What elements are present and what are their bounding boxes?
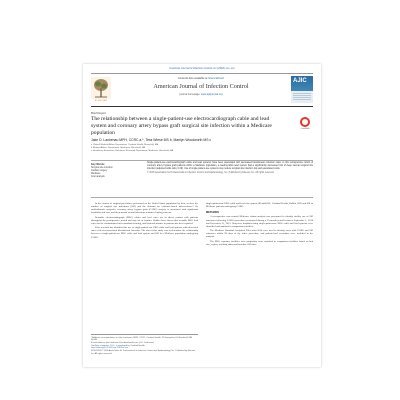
article-page [83, 64, 321, 367]
footnotes [91, 334, 198, 355]
cover-line [293, 93, 311, 94]
abstract-copyright: © 2018 Association for Professionals in Infection Control and Epidemiology, Inc. Published by Elsevier Inc. All rights reserved. [147, 171, 275, 174]
contents-line [115, 77, 287, 80]
body-column-right [206, 202, 313, 247]
affiliations [91, 144, 306, 153]
elsevier-tree-logo[interactable] [91, 77, 111, 99]
keyword: Cost analysis [91, 176, 105, 178]
crossmark-icon-inner [302, 119, 308, 125]
homepage-link[interactable]: www.ajicjournal.org [200, 93, 223, 96]
journal-citation[interactable]: American Journal of Infection Control xxx (2018) xxx–xxx [169, 67, 235, 70]
body-paragraph: A retrospective case-control Medicare claims analysis was performed to identify facility use of SSI outcomes following CABG procedures performed during a 15-month period between September 1, 2014 and December 31, 2015. Sixty-two hospitals using single-patient-use EKG cable and lead systems were identified and matched to comparison facilities. [206, 215, 313, 228]
article-type: Brief Report [91, 111, 106, 115]
keywords-heading: Key Words: [91, 163, 105, 166]
body-paragraph: In the context of surgical procedures performed on the United States population by then, as does the number of surgical site infections (SSI) and the demand for evidence-based interventions.1 Of cardiothoracic surgeries, coronary artery bypass graft (CABG) surgery is associated with significant morbidity and cost, and deep sternal wound infections remain a leading concern. [91, 202, 198, 215]
body-paragraph: The Medicare Standard Analytical Files from 2014 were used to identify cases with CABG and SSI outcomes within 90 days of the index procedure, and patient-level covariates were included in the analysis. [206, 229, 313, 239]
affiliation: a Clinical Medical Affairs Department, Cardinal Health, Mansfield, MA [91, 144, 159, 146]
body-paragraph: The EKG exposure facilities were propensity score matched to comparison facilities based on bed size, region, teaching status and baseline SSI rates. [206, 239, 313, 246]
author-list: Jake D. Lankenau MPH, CCRC a,*, Tess Wiese MS b, Marilyn Woodworth MS c [91, 138, 212, 142]
journal-masthead [91, 73, 313, 107]
sciencedirect-link[interactable]: ScienceDirect [208, 77, 225, 80]
footnote: E-mail address: jake.lankenau@cardinalhealth.com (J.D. Lankenau). [91, 341, 155, 344]
body-paragraph: Reusable electrocardiograph (EKG) cables and lead wires are in direct contact with patients throughout the perioperative period and may act as fomites. Studies have shown that reusable EKG lead wires can be contaminated after standard cleaning, and bacterial transfer to patients has been reported. [91, 215, 198, 225]
crossmark-label: CrossMark [300, 127, 310, 130]
cover-label: AJIC [293, 78, 307, 84]
cover-line [293, 99, 311, 100]
body-column-left [91, 202, 198, 240]
body-paragraph: single-patient-use EKG cable and lead wire system (Kendall DL, Cardinal Health, Dublin, OH) and SSI in Medicare patients undergoing CABG. [206, 202, 313, 209]
keyword: Cardiac surgery [91, 170, 108, 172]
cover-line [293, 97, 311, 98]
footnote: 0196-6553/© 2018 Association for Professionals in Infection Control and Epidemiology, Inc. Published by Elsevier Inc. All rights reserved. [91, 350, 196, 355]
methods-heading: METHODS [206, 210, 219, 214]
publisher-name: ELSEVIER [94, 100, 108, 102]
cover-line [293, 95, 311, 96]
journal-cover-thumbnail[interactable] [291, 76, 313, 103]
abstract [147, 162, 313, 175]
footnote: Conflicts of interest: J.D.L. is employed by Cardinal Health. [91, 344, 146, 347]
homepage-prefix: journal homepage: [179, 93, 201, 96]
journal-homepage [115, 93, 287, 96]
journal-title[interactable]: American Journal of Infection Control [153, 83, 249, 90]
doi-link[interactable]: https://doi.org/10.1016/j.ajic.2018.xx.xxx [91, 347, 128, 350]
keyword: Medicare [91, 173, 101, 175]
body-paragraph: Prior research has identified the use of single-patient-use EKG cable and lead systems with decreased rates of device-associated bloodstream infection. The aim of this study was to determine the relationship between a single-patient-use EKG cable and lead system and SSI in a Medicare population undergoing CABG. [91, 226, 198, 239]
keyword: Surgical site infection [91, 167, 113, 169]
crossmark-badge[interactable] [299, 117, 311, 131]
divider [91, 197, 313, 198]
article-title: The relationship between a single-patient-use electrocardiograph cable and lead system and coronary artery bypass graft surgical site infection within a Medicare population [91, 116, 272, 136]
affiliation: c Healthcare Economics Outcomes Research Department, Medtronic, Mansfield, MA [91, 149, 174, 152]
abstract-text: Single-patient-use electrocardiograph cable and lead systems have been associated with decreased bloodstream infection rates. In this retrospective cohort of coronary artery bypass graft patients within a Medicare population, a leading EKG lead system had a significantly decreased risk of deep sternal surgical site infection (adjusted odds ratio, 0.29). Use of single-patient-use systems may reduce surgical site infection risk and associated costs. [147, 162, 313, 170]
affiliation: b Medical Affairs Department, Medtronic, Mansfield, MA [91, 146, 146, 149]
divider [91, 160, 313, 161]
footnote: * Address correspondence to Jake Lankenau, MPH, CCRC, Cardinal Health, 15 Hampshire St, Mansfield, MA 02048. [91, 336, 192, 342]
contents-prefix: Contents lists available at [177, 77, 209, 80]
